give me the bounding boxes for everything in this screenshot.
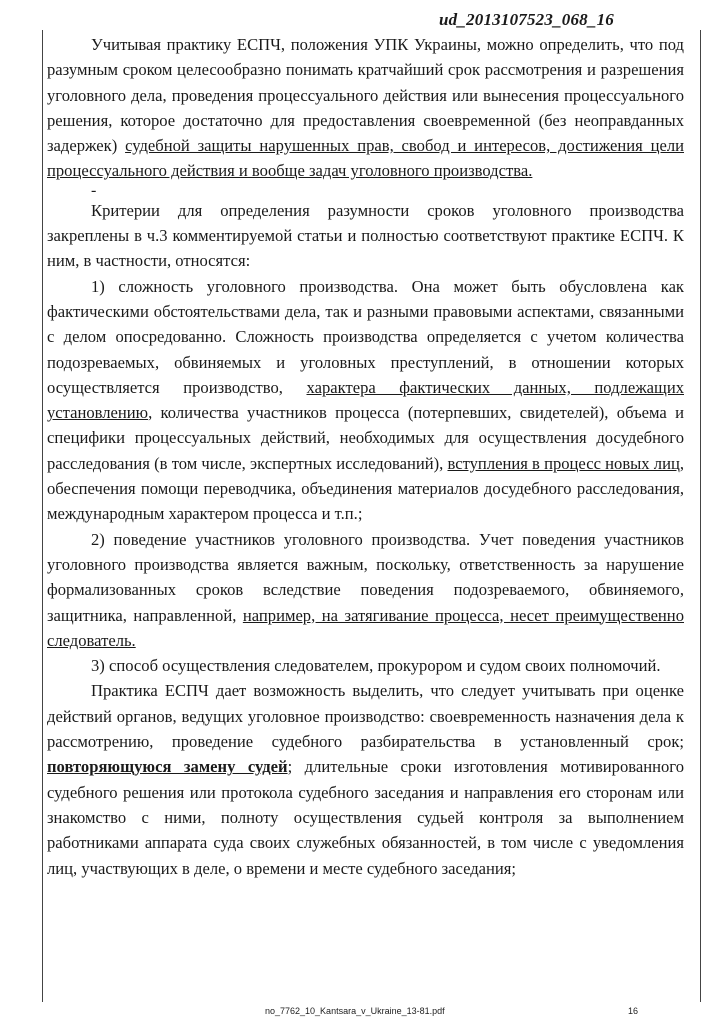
bold-underlined-text: повторяющуюся замену судей <box>47 757 288 777</box>
paragraph-text: Учитывая практику ЕСПЧ, положения УПК Украины, можно определить, что под разумным сроком целесообразно понимать кратчайший срок рассмотрения и разрешения уголовного дела, проведения процессуального действия или вынесения процессуального решения, которое достаточно для предоставления своевременной (без неоправданных задержек) <box>47 35 684 156</box>
underlined-text: вступления в процесс новых лиц <box>447 453 680 473</box>
document-id: ud_2013107523_068_16 <box>439 10 614 29</box>
paragraph-text: 1) сложность уголовного производства. Она может быть обусловлена как фактическими обстоятельствами дела, так и разными правовыми аспектами, связанными с делом опосредованно. Сложность производства определяется с учетом количества подозреваемых, обвиняемых и уголовных преступлений, в отношении которых осуществляется производство, <box>47 276 684 397</box>
left-margin-rule <box>42 30 43 1002</box>
spacer <box>47 181 684 199</box>
paragraph-text: , количества участников процесса (потерпевших, свидетелей), объема и специфики процессуальных действий, необходимых для осуществления досудебного расследования (в том числе, экспертных исследований), <box>47 403 684 473</box>
paragraph-echr-practice <box>47 678 684 880</box>
paragraph-participants-behavior <box>47 527 684 653</box>
paragraph-reasonable-term <box>47 32 684 184</box>
underlined-text: например, на затягивание процесса, несет преимущественно следователь. <box>47 605 684 650</box>
footer-filename: no_7762_10_Kantsara_v_Ukraine_13-81.pdf <box>265 1006 445 1016</box>
stray-dash: - <box>91 181 97 199</box>
paragraph-text: , обеспечения помощи переводчика, объединения материалов досудебного расследования, международным характером процесса и т.п.; <box>47 453 684 524</box>
page-number: 16 <box>628 1006 639 1016</box>
paragraph-text: ; длительные сроки изготовления мотивированного судебного решения или протокола судебного заседания и направления его сторонам или знакомство с ними, полноту осуществления судьей контроля за выполнением работниками аппарата суда своих служебных обязанностей, в том числе с уведомления лиц, участвующих в деле, о времени и месте судебного заседания; <box>47 757 684 878</box>
right-margin-rule <box>700 30 701 1002</box>
paragraph-exercise-of-powers: 3) способ осуществления следователем, прокурором и судом своих полномочий. <box>91 656 661 676</box>
paragraph-text: Практика ЕСПЧ дает возможность выделить, что следует учитывать при оценке действий органов, ведущих уголовное производство: своевременность назначения дела к рассмотрению, проведение судебного разбирательства в установленный срок; <box>47 681 684 752</box>
document-body <box>47 32 684 881</box>
underlined-text: судебной защиты нарушенных прав, свобод и интересов, достижения цели процессуального действия и вообще задач уголовного производства. <box>47 136 684 181</box>
paragraph-criteria: Критерии для определения разумности сроков уголовного производства закреплены в ч.3 комментируемой статьи и полностью соответствуют практике ЕСПЧ. К ним, в частности, относятся: <box>47 200 684 271</box>
paragraph-text: 2) поведение участников уголовного производства. Учет поведения участников уголовного производства является важным, поскольку, ответственность за нарушение формализованных сроков вследствие поведения подозреваемого, обвиняемого, защитника, направленной, <box>47 529 684 625</box>
paragraph-complexity <box>47 274 684 527</box>
underlined-text: характера фактических данных, подлежащих установлению <box>47 377 684 423</box>
